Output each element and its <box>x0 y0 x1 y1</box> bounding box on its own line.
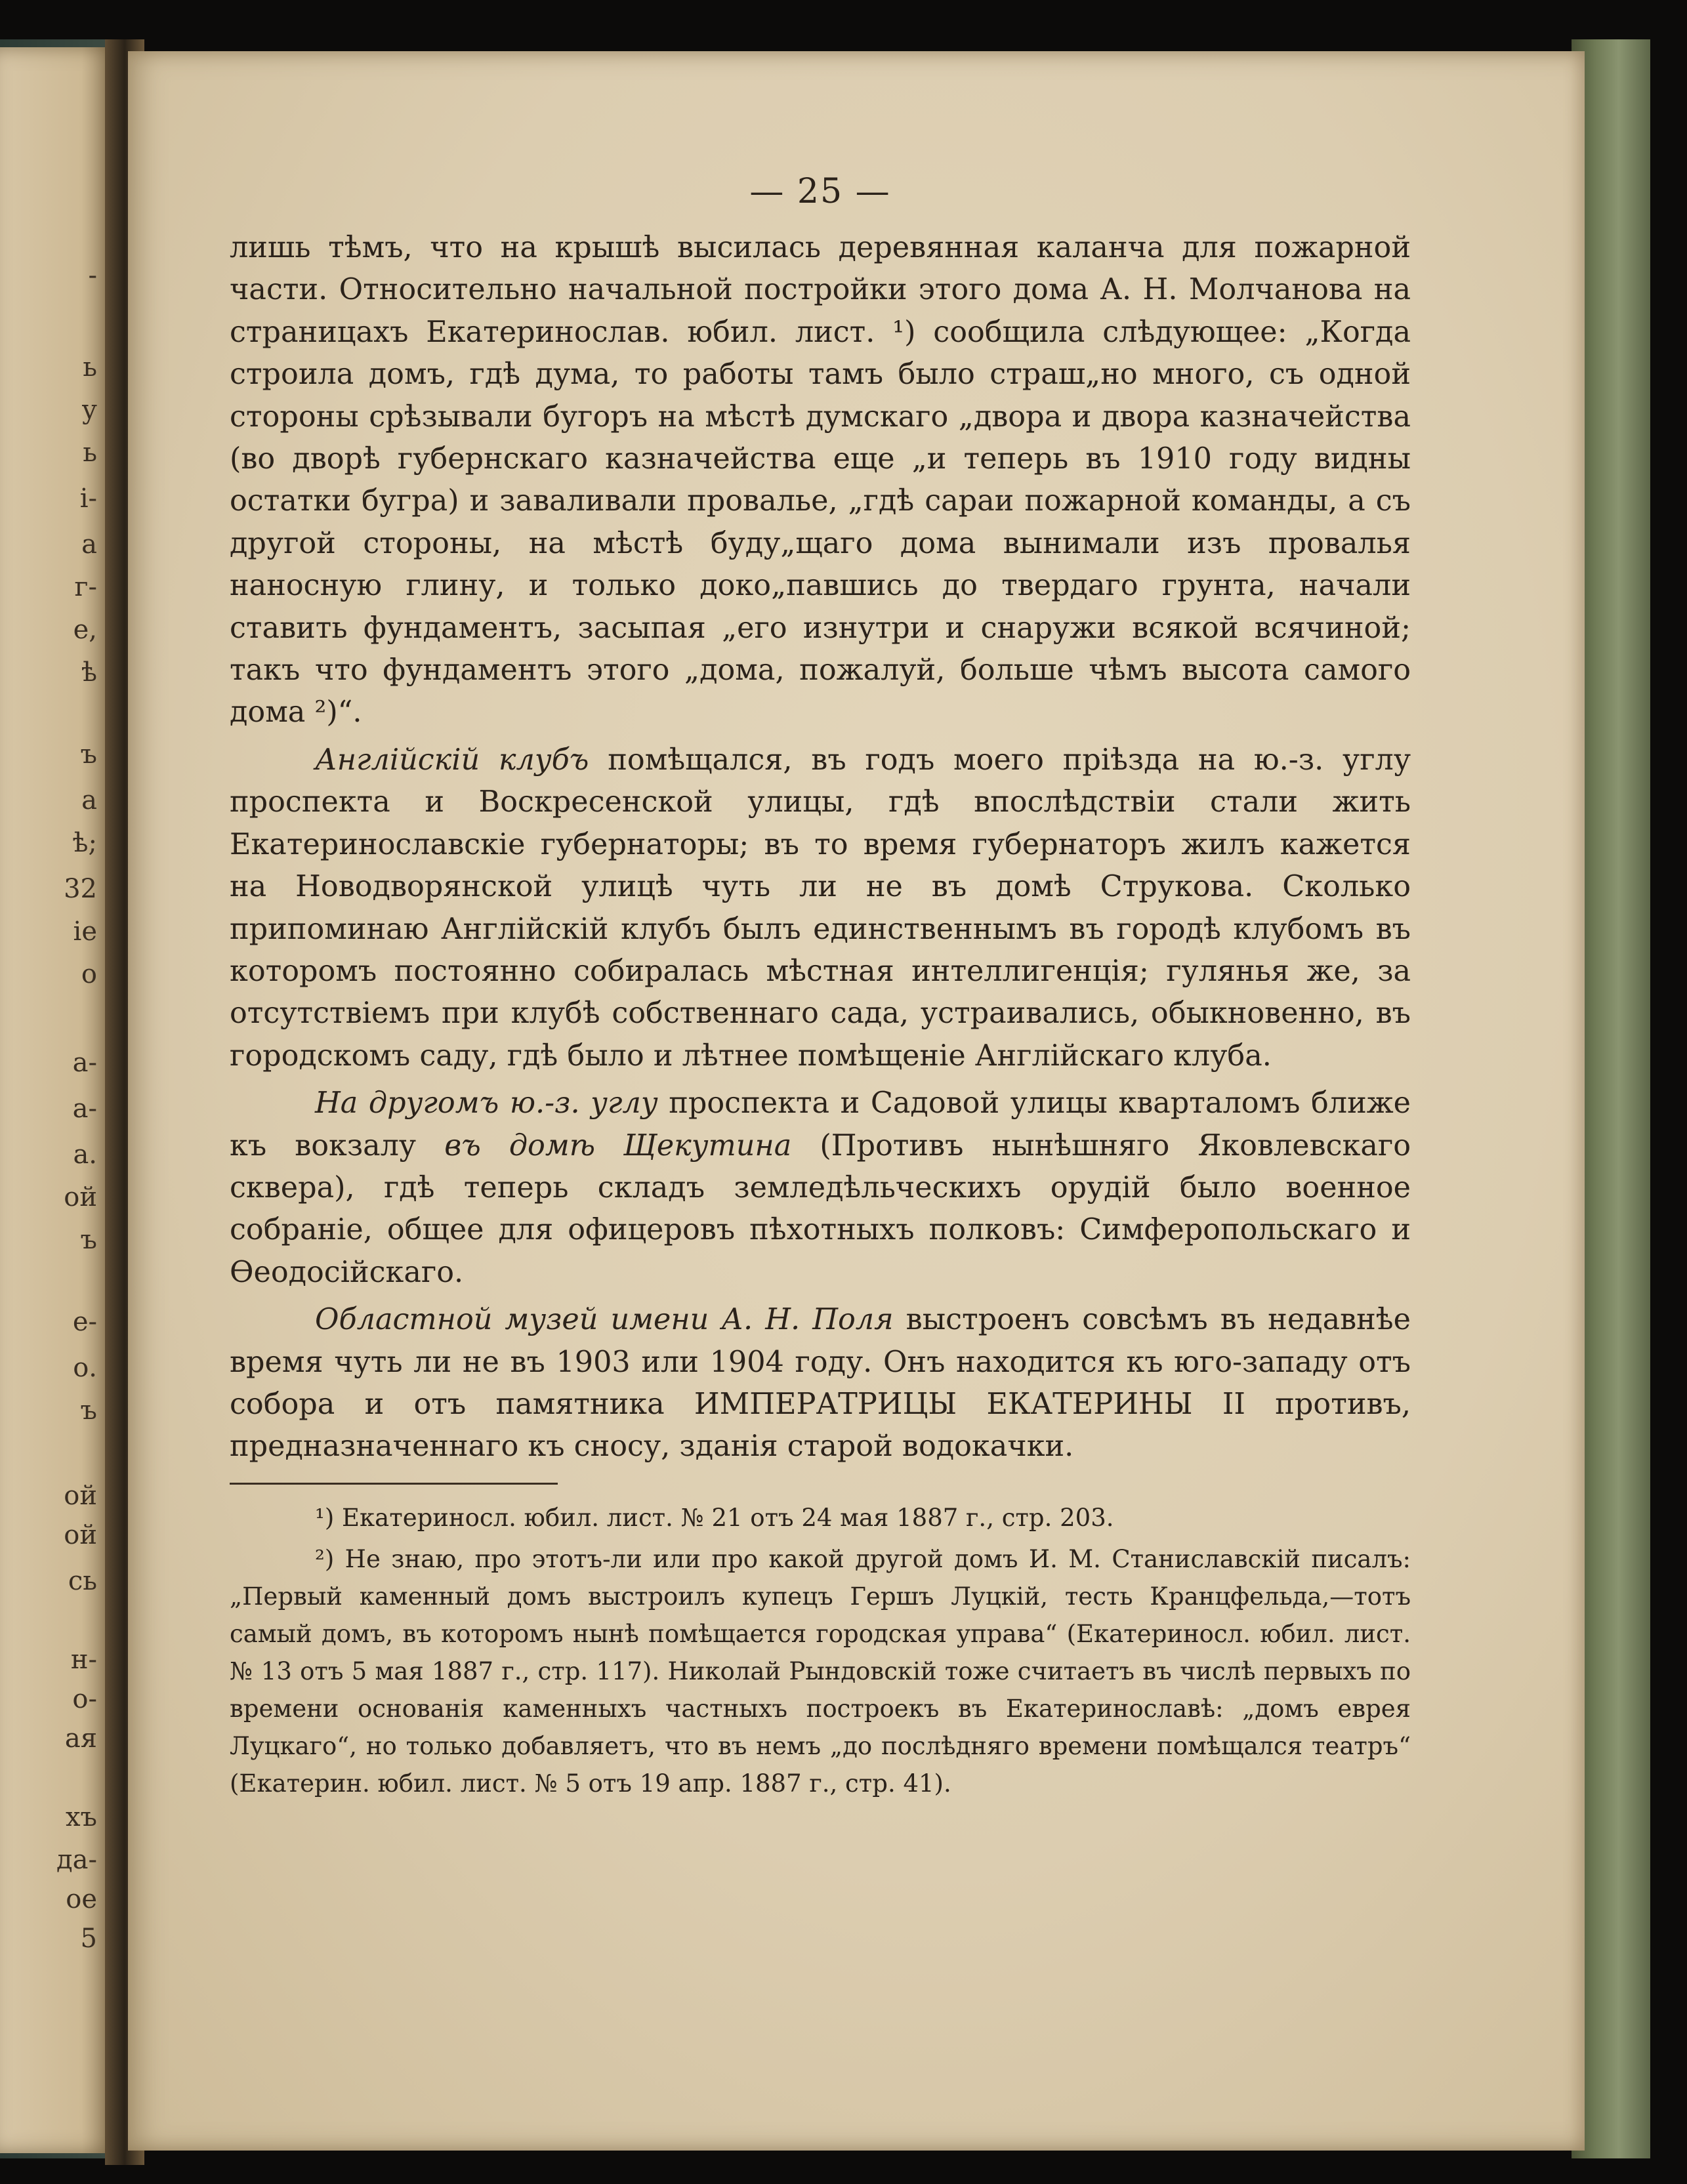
left-page-fragment: - <box>88 260 97 291</box>
paragraph-3-house: въ домѣ Щекутина <box>444 1128 792 1163</box>
left-page-fragment: а- <box>72 1094 97 1124</box>
paragraph-4 <box>230 1299 1411 1468</box>
left-page-fragment: н- <box>70 1645 97 1675</box>
left-page-fragment: да- <box>56 1845 97 1875</box>
paragraph-3-heading: На другомъ ю.-з. углу <box>315 1086 658 1121</box>
page-content <box>230 172 1411 1806</box>
left-page-fragment: ь <box>83 438 97 468</box>
left-page-fragment: ая <box>64 1723 97 1754</box>
footnote-1: ¹) Екатериносл. юбил. лист. № 21 отъ 24 мая 1887 г., стр. 203. <box>315 1503 1114 1532</box>
left-page-fragment: іе <box>73 917 97 947</box>
left-page-fragment: а- <box>72 1048 97 1078</box>
left-page-fragment: ъ <box>80 1395 97 1426</box>
left-page-fragment: ъ <box>80 1225 97 1255</box>
left-page-fragment: а <box>81 785 97 815</box>
left-page-fragment: сь <box>68 1566 97 1596</box>
left-page-fragment: 5 <box>80 1924 97 1954</box>
paragraph-3 <box>230 1082 1411 1294</box>
left-page-fragment: 32 <box>64 874 97 904</box>
left-page-fragment: ое <box>66 1884 97 1914</box>
left-page-fragment: у <box>81 395 97 425</box>
left-page-fragment: е, <box>73 615 97 645</box>
footnotes <box>230 1483 1411 1802</box>
paragraph-1-text: лишь тѣмъ, что на крышѣ высилась деревянная каланча для пожарной части. Относительно начальной постройки этого дома А. Н. Молчанова на страницахъ Екатеринослав. юбил. лист. ¹) сообщила слѣдующее: „Когда строила домъ, гдѣ дума, то работы тамъ было страш„но много, съ одной стороны срѣзывали бугоръ на мѣстѣ думскаго „двора и двора казначейства (во дворѣ губернскаго казначейства еще „и теперь въ 1910 году видны остатки бугра) и заваливали провалье, „гдѣ сараи пожарной команды, а съ другой стороны, на мѣстѣ буду„щаго дома вынимали изъ провалья наносную глину, и только доко„павшись до твердаго грунта, начали ставить фундаментъ, засыпая „его изнутри и снаружи всякой всячиной; такъ что фундаментъ этого „дома, пожалуй, больше чѣмъ высота самого дома ²)“. <box>230 231 1411 730</box>
left-page-fragment: е- <box>72 1307 97 1337</box>
paragraph-2 <box>230 739 1411 1077</box>
left-page-fragment: а <box>81 529 97 560</box>
left-page-fragment: ъ <box>80 739 97 770</box>
footnote-2: ²) Не знаю, про этотъ-ли или про какой другой домъ И. М. Станиславскій писалъ: „Первый каменный домъ выстроилъ купецъ Гершъ Луцкій, тесть Кранцфельда,—тотъ самый домъ, въ которомъ нынѣ помѣщается городская управа“ (Екатериносл. юбил. лист. № 13 отъ 5 мая 1887 г., стр. 117). Николай Рындовскій тоже считаетъ въ числѣ первыхъ по времени основанія каменныхъ частныхъ построекъ въ Екатеринославѣ: „домъ еврея Луцкаго“, но только добавляетъ, что въ немъ „до послѣдняго времени помѣщался театръ“ (Екатерин. юбил. лист. № 5 отъ 19 апр. 1887 г., стр. 41). <box>230 1544 1411 1798</box>
left-page-fragment: ѣ; <box>72 828 97 858</box>
page-number: — 25 — <box>749 172 891 211</box>
left-page-fragment: ой <box>64 1520 97 1550</box>
left-page-fragment: г- <box>74 572 97 602</box>
paragraph-4-text: выстроенъ совсѣмъ въ недавнѣе время чуть ли не въ 1903 или 1904 году. Онъ находится къ юго-западу отъ собора и отъ памятника ИМПЕРАТРИЦЫ ЕКАТЕРИНЫ II противъ, предназначеннаго къ сносу, зданія старой водокачки. <box>230 1303 1411 1464</box>
left-page-fragment: ь <box>83 352 97 382</box>
paragraph-3-text-2: (Противъ нынѣшняго Яковлевскаго сквера), гдѣ теперь складъ земледѣльческихъ орудій было военное собраніе, общее для офицеровъ пѣхотныхъ полковъ: Симферопольскаго и Ѳеодосійскаго. <box>230 1128 1411 1289</box>
left-page-fragment: о- <box>72 1684 97 1714</box>
left-page-fragment: о <box>81 959 97 989</box>
footnote-rule <box>230 1483 558 1485</box>
left-page-fragment: о. <box>73 1353 97 1383</box>
left-page-fragment: хъ <box>65 1802 97 1832</box>
paragraph-3-text: проспекта и Садовой улицы кварталомъ ближе къ вокзалу <box>230 1086 1411 1163</box>
left-page-fragment: ой <box>64 1481 97 1511</box>
left-page-fragment: ѣ <box>81 657 97 688</box>
left-page-fragment: ой <box>64 1182 97 1212</box>
paragraph-2-heading: Англійскій клубъ <box>315 743 589 777</box>
paragraph-4-heading: Областной музей имени А. Н. Поля <box>315 1303 894 1337</box>
paragraph-2-text: помѣщался, въ годъ моего пріѣзда на ю.-з. углу проспекта и Воскресенской улицы, гдѣ впослѣдствіи стали жить Екатеринославскіе губернаторы; въ то время губернаторъ жилъ кажется на Новодворянской улицѣ чуть ли не въ домѣ Струкова. Сколько припоминаю Англійскій клубъ былъ единственнымъ въ городѣ клубомъ въ которомъ постоянно собиралась мѣстная интеллигенція; гулянья же, за отсутствіемъ при клубѣ собственнаго сада, устраивались, обыкновенно, въ городскомъ саду, гдѣ было и лѣтнее помѣщеніе Англійскаго клуба. <box>230 743 1411 1073</box>
paragraph-1 <box>230 227 1411 734</box>
left-page-fragment: і- <box>79 484 97 514</box>
left-page-fragment: а. <box>73 1140 97 1170</box>
left-page-edge-text <box>0 0 117 2165</box>
